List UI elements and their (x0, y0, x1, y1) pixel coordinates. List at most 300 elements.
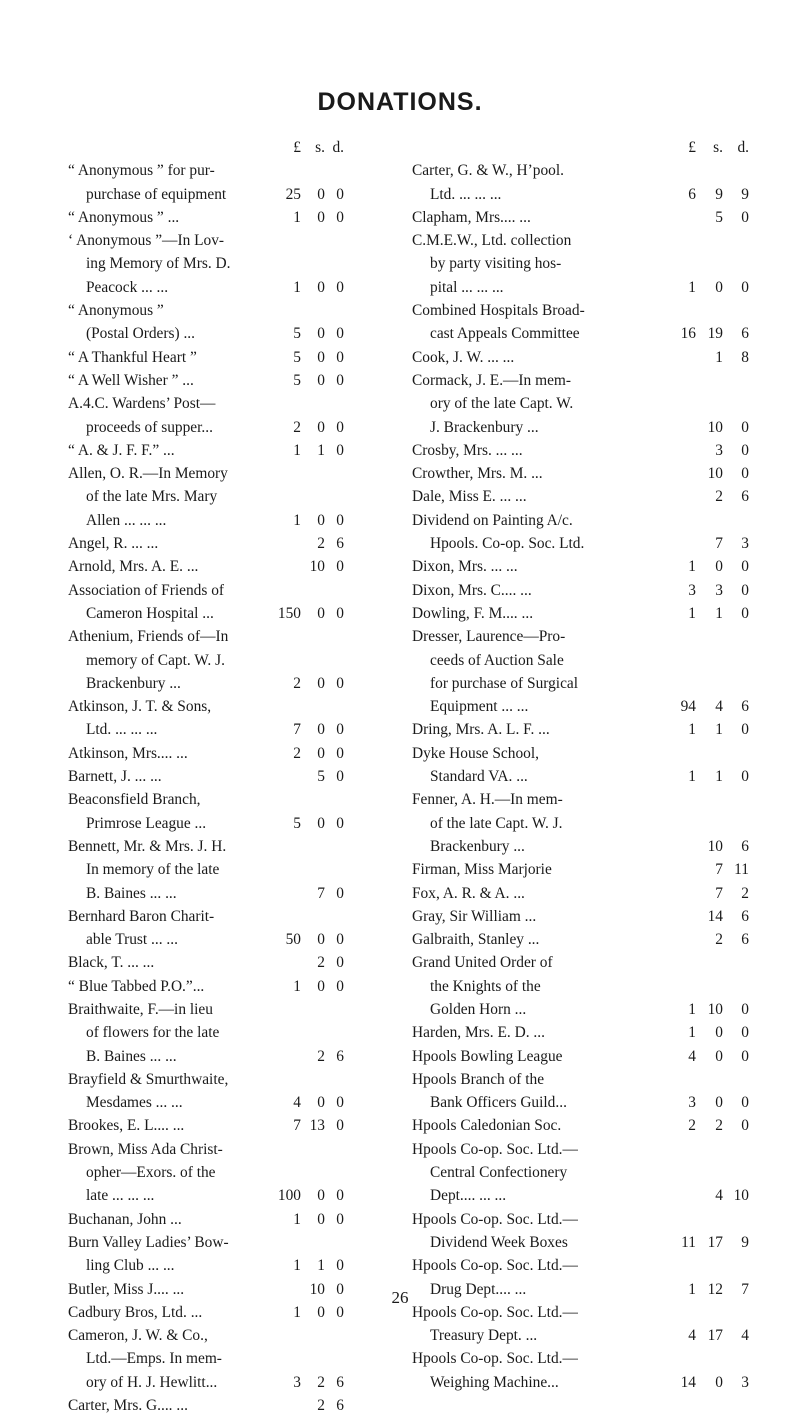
pence-amount: 0 (336, 814, 344, 832)
donor-text: Gray, Sir William ... (412, 907, 537, 925)
pounds-amount: 2 (688, 1117, 696, 1135)
donation-line (412, 812, 762, 835)
donor-text: Bank Officers Guild... (430, 1094, 567, 1112)
donation-line (412, 392, 762, 415)
shillings-amount: 0 (317, 1094, 325, 1112)
donor-text: proceeds of supper... (86, 418, 213, 436)
donor-text: Golden Horn ... (430, 1000, 527, 1018)
donor-text: “ Blue Tabbed P.O.”... (68, 977, 205, 995)
shillings-amount: 0 (715, 558, 723, 576)
donation-line (68, 602, 408, 625)
donor-text: Brackenbury ... (86, 674, 181, 692)
donation-line (412, 485, 762, 508)
donation-line (68, 1138, 408, 1161)
shillings-amount: 2 (715, 488, 723, 506)
pence-amount: 0 (336, 558, 344, 576)
pence-amount: 0 (336, 721, 344, 739)
donation-line (412, 1091, 762, 1114)
donor-text: Hpools Co-op. Soc. Ltd.— (412, 1303, 578, 1321)
pence-amount: 0 (741, 418, 749, 436)
pence-amount: 0 (336, 954, 344, 972)
donor-text: ory of H. J. Hewlitt... (86, 1373, 218, 1391)
pounds-amount: 1 (688, 1000, 696, 1018)
shillings-amount: 13 (309, 1117, 325, 1135)
pence-amount: 0 (336, 185, 344, 203)
pence-amount: 0 (336, 768, 344, 786)
pence-amount: 0 (336, 325, 344, 343)
pence-amount: 3 (741, 535, 749, 553)
shillings-amount: 5 (317, 768, 325, 786)
donation-line (412, 252, 762, 275)
pence-amount: 4 (741, 1327, 749, 1345)
donor-text: Carter, Mrs. G.... ... (68, 1397, 188, 1415)
pence-amount: 6 (741, 837, 749, 855)
donor-text: Allen, O. R.—In Memory (68, 465, 228, 483)
pence-amount: 0 (336, 1280, 344, 1298)
donation-line (68, 672, 408, 695)
donor-text: Atkinson, Mrs.... ... (68, 744, 188, 762)
pounds-amount: 7 (293, 1117, 301, 1135)
donation-line (412, 369, 762, 392)
donor-text: ling Club ... ... (86, 1257, 175, 1275)
pence-amount: 0 (741, 768, 749, 786)
donation-line (412, 1114, 762, 1137)
donation-line (412, 416, 762, 439)
pence-amount: 6 (741, 907, 749, 925)
donation-line (68, 1347, 408, 1370)
donor-text: ‘ Anonymous ”—In Lov- (68, 232, 225, 250)
pence-amount: 0 (336, 931, 344, 949)
donation-line (68, 1254, 408, 1277)
pounds-amount: 1 (688, 278, 696, 296)
donor-text: Brackenbury ... (430, 837, 525, 855)
donation-line (412, 206, 762, 229)
donor-text: B. Baines ... ... (86, 1047, 177, 1065)
shillings-amount: 0 (317, 511, 325, 529)
pounds-amount: 94 (680, 698, 696, 716)
donor-text: Hpools Bowling League (412, 1047, 563, 1065)
donation-line (68, 951, 408, 974)
shillings-amount: 0 (317, 674, 325, 692)
donation-line (412, 649, 762, 672)
donor-text: Cadbury Bros, Ltd. ... (68, 1303, 203, 1321)
donor-text: Cameron Hospital ... (86, 604, 214, 622)
shillings-amount: 0 (317, 1187, 325, 1205)
pence-amount: 0 (336, 208, 344, 226)
donation-line (412, 183, 762, 206)
donation-line (68, 765, 408, 788)
shillings-amount: 1 (715, 721, 723, 739)
donor-text: Hpools Co-op. Soc. Ltd.— (412, 1210, 578, 1228)
shillings-amount: 3 (715, 441, 723, 459)
pence-amount: 0 (336, 371, 344, 389)
pounds-amount: 1 (293, 1257, 301, 1275)
shillings-amount: 10 (707, 418, 723, 436)
donation-line (68, 1021, 408, 1044)
donation-line (68, 1161, 408, 1184)
donor-text: Butler, Miss J.... ... (68, 1280, 185, 1298)
donor-text: Galbraith, Stanley ... (412, 931, 540, 949)
donor-text: Cook, J. W. ... ... (412, 348, 515, 366)
shillings-amount: 0 (317, 1303, 325, 1321)
pence-amount: 0 (336, 511, 344, 529)
donation-line (68, 882, 408, 905)
donation-line (68, 346, 408, 369)
donor-text: cast Appeals Committee (430, 325, 580, 343)
donor-text: Hpools Co-op. Soc. Ltd.— (412, 1350, 578, 1368)
donor-text: Cameron, J. W. & Co., (68, 1327, 208, 1345)
pounds-amount: 4 (688, 1047, 696, 1065)
shillings-amount: 2 (317, 954, 325, 972)
shillings-amount: 7 (715, 884, 723, 902)
shillings-amount: 1 (317, 441, 325, 459)
page-number: 26 (391, 1288, 409, 1307)
donation-line (68, 649, 408, 672)
pounds-amount: 4 (688, 1327, 696, 1345)
donor-text: Crowther, Mrs. M. ... (412, 465, 543, 483)
donor-text: of the late Mrs. Mary (86, 488, 218, 506)
donation-line (412, 1021, 762, 1044)
pence-amount: 0 (336, 977, 344, 995)
pounds-amount: 4 (293, 1094, 301, 1112)
pounds-amount: 1 (293, 977, 301, 995)
donation-line (68, 369, 408, 392)
donor-text: by party visiting hos- (430, 255, 562, 273)
shillings-amount: 10 (309, 558, 325, 576)
shillings-amount: 0 (317, 185, 325, 203)
pounds-amount: 1 (293, 278, 301, 296)
pence-amount: 0 (741, 1094, 749, 1112)
pounds-amount: 2 (293, 418, 301, 436)
pounds-amount: 1 (688, 1280, 696, 1298)
pence-amount: 6 (741, 931, 749, 949)
donation-line (68, 229, 408, 252)
donation-line (68, 1394, 408, 1417)
donation-line (412, 905, 762, 928)
donation-line (412, 229, 762, 252)
donation-line (412, 928, 762, 951)
pounds-amount: 1 (293, 441, 301, 459)
donation-line (412, 462, 762, 485)
pence-amount: 0 (741, 278, 749, 296)
currency-header (68, 136, 408, 159)
shillings-amount: 17 (707, 1233, 723, 1251)
donor-text: opher—Exors. of the (86, 1164, 216, 1182)
shillings-amount: 12 (707, 1280, 723, 1298)
donor-text: Dale, Miss E. ... ... (412, 488, 527, 506)
donation-line (412, 555, 762, 578)
pence-amount: 0 (741, 1024, 749, 1042)
donation-line (412, 718, 762, 741)
donation-line (68, 905, 408, 928)
donor-text: Combined Hospitals Broad- (412, 302, 585, 320)
donation-line (68, 742, 408, 765)
donor-text: Carter, G. & W., H’pool. (412, 162, 564, 180)
pence-amount: 6 (336, 1047, 344, 1065)
shillings-amount: 4 (715, 698, 723, 716)
shillings-amount: 17 (707, 1327, 723, 1345)
donor-text: ceeds of Auction Sale (430, 651, 564, 669)
donation-line (68, 975, 408, 998)
donor-text: Dividend on Painting A/c. (412, 511, 573, 529)
donor-text: Ltd.—Emps. In mem- (86, 1350, 222, 1368)
donation-line (68, 579, 408, 602)
pence-amount: 0 (336, 604, 344, 622)
donation-line (412, 1347, 762, 1370)
donation-line (412, 1324, 762, 1347)
donor-text: Bernhard Baron Charit- (68, 907, 215, 925)
left-column (68, 136, 408, 1417)
donor-text: Hpools Caledonian Soc. (412, 1117, 562, 1135)
donor-text: ing Memory of Mrs. D. (86, 255, 231, 273)
donor-text: Angel, R. ... ... (68, 535, 159, 553)
pence-amount: 0 (741, 558, 749, 576)
pounds-amount: 6 (688, 185, 696, 203)
pence-amount: 9 (741, 185, 749, 203)
donor-text: Beaconsfield Branch, (68, 791, 201, 809)
shillings-amount: 0 (317, 418, 325, 436)
shillings-amount: 2 (317, 1373, 325, 1391)
shillings-amount: 1 (715, 768, 723, 786)
donor-text: Arnold, Mrs. A. E. ... (68, 558, 199, 576)
shillings-amount: 1 (715, 348, 723, 366)
shillings-header: s. (713, 139, 723, 156)
donor-text: Allen ... ... ... (86, 511, 167, 529)
donor-text: memory of Capt. W. J. (86, 651, 225, 669)
donor-text: Association of Friends of (68, 581, 225, 599)
pounds-amount: 16 (680, 325, 696, 343)
donation-line (412, 1045, 762, 1068)
donation-line (412, 1138, 762, 1161)
donation-line (412, 858, 762, 881)
shillings-amount: 0 (317, 604, 325, 622)
pence-amount: 11 (734, 861, 749, 879)
donation-line (68, 858, 408, 881)
shillings-amount: 1 (317, 1257, 325, 1275)
pence-amount: 3 (741, 1373, 749, 1391)
donor-text: Central Confectionery (430, 1164, 568, 1182)
donor-text: B. Baines ... ... (86, 884, 177, 902)
shillings-amount: 5 (715, 208, 723, 226)
donor-text: Atkinson, J. T. & Sons, (68, 698, 212, 716)
donor-text: Cormack, J. E.—In mem- (412, 371, 572, 389)
donor-text: Peacock ... ... (86, 278, 169, 296)
donor-text: Black, T. ... ... (68, 954, 155, 972)
donor-text: Athenium, Friends of—In (68, 628, 229, 646)
donor-text: Dring, Mrs. A. L. F. ... (412, 721, 550, 739)
pounds-amount: 1 (293, 1303, 301, 1321)
donation-line (412, 788, 762, 811)
donor-text: Dyke House School, (412, 744, 539, 762)
shillings-amount: 19 (707, 325, 723, 343)
donation-line (412, 1161, 762, 1184)
shillings-amount: 9 (715, 185, 723, 203)
pounds-amount: 3 (293, 1373, 301, 1391)
pence-amount: 0 (336, 1303, 344, 1321)
donation-line (68, 1208, 408, 1231)
donor-text: Hpools Co-op. Soc. Ltd.— (412, 1140, 578, 1158)
shillings-amount: 1 (715, 604, 723, 622)
pounds-header: £ (688, 139, 696, 156)
donation-line (68, 1068, 408, 1091)
donor-text: “ A. & J. F. F.” ... (68, 441, 175, 459)
donor-text: for purchase of Surgical (430, 674, 579, 692)
donor-text: Braithwaite, F.—in lieu (68, 1000, 213, 1018)
shillings-amount: 0 (317, 721, 325, 739)
pence-amount: 0 (336, 744, 344, 762)
shillings-amount: 4 (715, 1187, 723, 1205)
pence-amount: 9 (741, 1233, 749, 1251)
pence-amount: 8 (741, 348, 749, 366)
donor-text: Dresser, Laurence—Pro- (412, 628, 566, 646)
donation-line (412, 532, 762, 555)
donation-line (68, 1091, 408, 1114)
donor-text: Dowling, F. M.... ... (412, 604, 534, 622)
shillings-amount: 10 (707, 1000, 723, 1018)
donor-text: Hpools Co-op. Soc. Ltd.— (412, 1257, 578, 1275)
pounds-amount: 11 (681, 1233, 696, 1251)
donor-text: Dividend Week Boxes (430, 1233, 568, 1251)
pounds-amount: 5 (293, 371, 301, 389)
pounds-amount: 25 (285, 185, 301, 203)
shillings-amount: 0 (317, 744, 325, 762)
pounds-amount: 5 (293, 348, 301, 366)
shillings-amount: 0 (715, 278, 723, 296)
donation-line (68, 439, 408, 462)
pounds-amount: 1 (688, 604, 696, 622)
pence-amount: 0 (336, 1187, 344, 1205)
donor-text: (Postal Orders) ... (86, 325, 195, 343)
pounds-amount: 3 (688, 1094, 696, 1112)
pounds-amount: 7 (293, 721, 301, 739)
shillings-amount: 0 (317, 814, 325, 832)
donor-text: Crosby, Mrs. ... ... (412, 441, 523, 459)
pounds-amount: 1 (688, 721, 696, 739)
donor-text: able Trust ... ... (86, 931, 178, 949)
donation-line (412, 998, 762, 1021)
shillings-amount: 2 (317, 1397, 325, 1415)
donation-line (68, 183, 408, 206)
pounds-amount: 2 (293, 744, 301, 762)
pence-amount: 0 (336, 1210, 344, 1228)
donation-line (412, 1068, 762, 1091)
donor-text: Hpools. Co-op. Soc. Ltd. (430, 535, 585, 553)
donation-line (412, 1254, 762, 1277)
pence-amount: 6 (741, 698, 749, 716)
donor-text: of flowers for the late (86, 1024, 220, 1042)
pence-amount: 2 (741, 884, 749, 902)
donation-line (68, 625, 408, 648)
donor-text: In memory of the late (86, 861, 220, 879)
donor-text: Brown, Miss Ada Christ- (68, 1140, 223, 1158)
donor-text: Brayfield & Smurthwaite, (68, 1070, 229, 1088)
donation-line (412, 439, 762, 462)
shillings-amount: 0 (715, 1094, 723, 1112)
shillings-amount: 2 (715, 931, 723, 949)
donation-line (68, 695, 408, 718)
shillings-header: s. (315, 139, 325, 156)
donation-line (68, 812, 408, 835)
donation-line (68, 485, 408, 508)
donation-line (68, 1114, 408, 1137)
donor-text: Standard VA. ... (430, 768, 528, 786)
donor-text: Barnett, J. ... ... (68, 768, 162, 786)
donor-text: “ A Well Wisher ” ... (68, 371, 194, 389)
pence-amount: 0 (741, 465, 749, 483)
shillings-amount: 10 (707, 465, 723, 483)
right-donation-list (412, 159, 762, 1394)
donation-line (68, 416, 408, 439)
pence-amount: 0 (336, 441, 344, 459)
donation-line (68, 462, 408, 485)
donor-text: Dixon, Mrs. ... ... (412, 558, 518, 576)
pounds-amount: 150 (277, 604, 301, 622)
donor-text: Mesdames ... ... (86, 1094, 183, 1112)
donation-line (412, 835, 762, 858)
donation-line (68, 1184, 408, 1207)
shillings-amount: 3 (715, 581, 723, 599)
donation-line (412, 299, 762, 322)
donor-text: Bennett, Mr. & Mrs. J. H. (68, 837, 227, 855)
donation-line (412, 579, 762, 602)
pence-amount: 0 (741, 1117, 749, 1135)
donation-line (68, 322, 408, 345)
donor-text: J. Brackenbury ... (430, 418, 539, 436)
donor-text: Hpools Branch of the (412, 1070, 545, 1088)
donor-text: Ltd. ... ... ... (430, 185, 502, 203)
donor-text: Harden, Mrs. E. D. ... (412, 1024, 545, 1042)
donor-text: “ Anonymous ” (68, 302, 164, 320)
pence-header: d. (737, 139, 749, 156)
donor-text: Brookes, E. L.... ... (68, 1117, 185, 1135)
pence-amount: 0 (336, 1094, 344, 1112)
pence-amount: 0 (336, 884, 344, 902)
currency-header (412, 136, 762, 159)
donor-text: Drug Dept.... ... (430, 1280, 527, 1298)
donor-text: of the late Capt. W. J. (430, 814, 563, 832)
donation-line (412, 765, 762, 788)
donation-line (68, 555, 408, 578)
shillings-amount: 0 (317, 931, 325, 949)
shillings-amount: 7 (317, 884, 325, 902)
donation-line (68, 276, 408, 299)
pounds-amount: 3 (688, 581, 696, 599)
shillings-amount: 0 (317, 348, 325, 366)
donation-line (412, 882, 762, 905)
pence-amount: 0 (336, 348, 344, 366)
donation-line (68, 252, 408, 275)
donor-text: Fox, A. R. & A. ... (412, 884, 525, 902)
pounds-amount: 5 (293, 814, 301, 832)
donor-text: Clapham, Mrs.... ... (412, 208, 531, 226)
donor-text: “ A Thankful Heart ” (68, 348, 197, 366)
donor-text: A.4.C. Wardens’ Post— (68, 395, 216, 413)
pence-amount: 6 (336, 535, 344, 553)
donation-line (68, 1231, 408, 1254)
donation-line (412, 1231, 762, 1254)
donor-text: Firman, Miss Marjorie (412, 861, 552, 879)
donor-text: Primrose League ... (86, 814, 207, 832)
pounds-amount: 1 (688, 1024, 696, 1042)
donor-text: late ... ... ... (86, 1187, 155, 1205)
donation-line (68, 532, 408, 555)
pence-amount: 0 (741, 1000, 749, 1018)
donor-text: C.M.E.W., Ltd. collection (412, 232, 572, 250)
pounds-amount: 14 (680, 1373, 696, 1391)
donor-text: “ Anonymous ” ... (68, 208, 180, 226)
page-title: DONATIONS. (317, 88, 483, 116)
shillings-amount: 2 (317, 1047, 325, 1065)
